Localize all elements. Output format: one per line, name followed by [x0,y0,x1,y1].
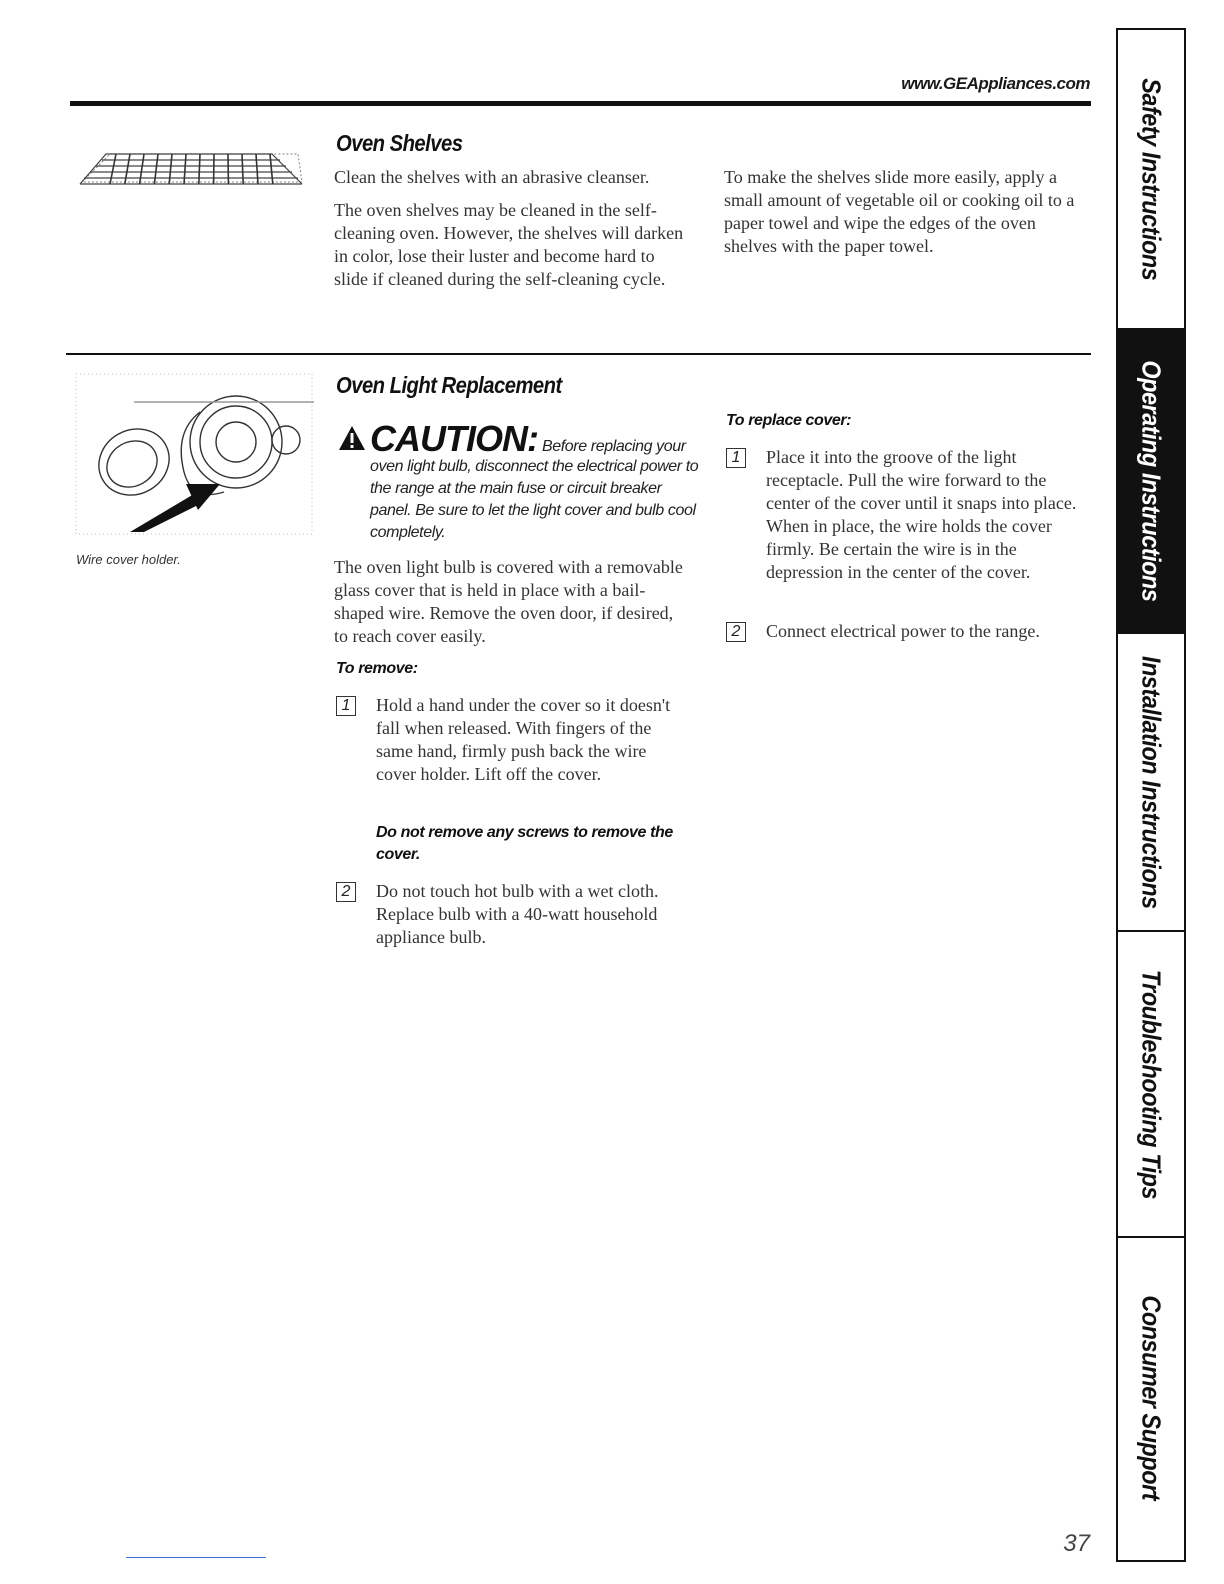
remove-step-2 [336,880,690,949]
tab-label: Troubleshooting Tips [1136,969,1167,1199]
step-number: 2 [336,882,356,902]
oven-light-title: Oven Light Replacement [336,372,562,398]
tab-consumer-support[interactable] [1118,1238,1184,1558]
step-text: Do not touch hot bulb with a wet cloth. Replace bulb with a 40-watt household appliance bulb. [376,881,659,947]
caution-text: oven light bulb, disconnect the electrical power to the range at the main fuse or circuit breaker panel. Be sure to let the light cover and bulb cool completely. [370,458,699,541]
shelf-rod [125,154,130,184]
replace-step-1 [726,446,1086,584]
tab-safety-instructions[interactable] [1118,30,1184,328]
replace-step-2 [726,620,1086,643]
shelf-rod [256,154,258,184]
tab-label: Safety Instructions [1136,77,1167,281]
oven-light-intro [334,556,686,658]
shelf-rod [184,154,186,184]
oven-shelves-col1 [334,166,684,301]
replace-heading: To replace cover: [726,412,852,429]
shelf-rod [270,154,273,184]
warning-triangle-icon [338,425,366,456]
section-rule [66,353,1091,355]
step-text: Hold a hand under the cover so it doesn't fall when released. With fingers of the same hand, firmly push back the wire cover holder. Lift off the cover. [376,695,671,784]
step-number: 1 [336,696,356,716]
paragraph: To make the shelves slide more easily, apply a small amount of vegetable oil or cooking oil to a paper towel and wipe the edges of the oven shelves with the paper towel. [724,167,1075,256]
header-rule [70,101,1091,106]
shelf-rod [169,154,172,184]
tab-operating-instructions[interactable] [1118,328,1184,634]
oven-shelves-col2 [724,166,1084,268]
step-number: 1 [726,448,746,468]
remove-heading: To remove: [336,660,418,677]
tab-troubleshooting-tips[interactable] [1118,932,1184,1236]
shelf-rod [140,154,144,184]
step-number: 2 [726,622,746,642]
caution-lead: Before replacing your [541,438,686,455]
section-sidebar [1116,28,1186,1562]
oven-light-illustration [74,372,314,542]
paragraph: The oven light bulb is covered with a removable glass cover that is held in place with a bail-shaped wire. Remove the oven door, if desired, to reach cover easily. [334,557,683,646]
shelf-rod [154,154,158,184]
step-text: Connect electrical power to the range. [766,621,1040,641]
shelf-rod [242,154,243,184]
page-number: 37 [1063,1530,1090,1557]
screws-warning: Do not remove any screws to remove the cover. [376,824,673,863]
caution-word: CAUTION: [370,418,538,459]
paragraph: Clean the shelves with an abrasive cleanser. [334,167,650,187]
site-url: www.GEAppliances.com [901,74,1090,93]
oven-shelf-illustration [76,124,306,194]
paragraph: The oven shelves may be cleaned in the self-cleaning oven. However, the shelves will darken in color, lose their luster and become hard to slide if cleaned during the self-cleaning cycle. [334,200,684,289]
shelf-rod [199,154,200,184]
image-caption: Wire cover holder. [76,552,181,567]
footer-line [126,1557,266,1558]
caution-block [338,418,698,544]
remove-step-1 [336,694,690,786]
tab-label: Consumer Support [1136,1295,1167,1501]
oven-shelves-title: Oven Shelves [336,130,463,156]
tab-label: Operating Instructions [1136,360,1167,602]
shelf-rod [110,154,116,184]
step-text: Place it into the groove of the light receptacle. Pull the wire forward to the center of the cover until it snaps into place. When in place, the wire holds the cover firmly. Be certain the wire is in the depression in the center of the cover. [766,447,1077,582]
tab-installation-instructions[interactable] [1118,634,1184,930]
tab-label: Installation Instructions [1136,655,1167,909]
